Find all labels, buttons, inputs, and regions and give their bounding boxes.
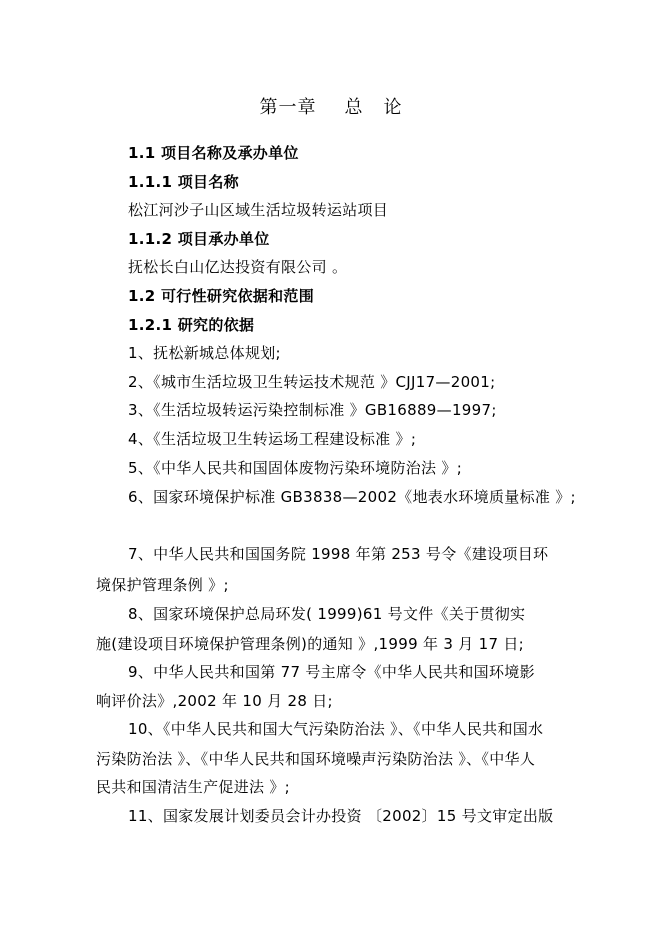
- basis-item-6: 6、国家环境保护标准 GB3838—2002《地表水环境质量标准 》;: [128, 488, 576, 506]
- chapter-title: [0, 96, 662, 120]
- paragraph-9-line-1: 9、中华人民共和国第 77 号主席令《中华人民共和国环境影: [128, 663, 535, 681]
- paragraph-7-line-2: 境保护管理条例 》;: [96, 576, 229, 594]
- paragraph-11-line-1: 11、国家发展计划委员会计办投资 〔2002〕15 号文审定出版: [128, 807, 554, 825]
- basis-item-2: 2、《城市生活垃圾卫生转运技术规范 》CJJ17—2001;: [128, 373, 496, 391]
- section-heading-1-2: 1.2 可行性研究依据和范围: [128, 287, 314, 305]
- project-name-text: 松江河沙子山区域生活垃圾转运站项目: [128, 201, 389, 219]
- paragraph-8-line-2: 施(建设项目环境保护管理条例)的通知 》,1999 年 3 月 17 日;: [96, 635, 525, 653]
- section-heading-1-1-2: 1.1.2 项目承办单位: [128, 230, 270, 248]
- basis-item-4: 4、《生活垃圾卫生转运场工程建设标准 》;: [128, 430, 417, 448]
- chapter-number: 第一章: [259, 97, 317, 118]
- paragraph-7-line-1: 7、中华人民共和国国务院 1998 年第 253 号令《建设项目环: [128, 545, 549, 563]
- paragraph-10-line-1: 10、《中华人民共和国大气污染防治法 》、《中华人民共和国水: [128, 720, 544, 738]
- basis-item-5: 5、《中华人民共和国固体废物污染环境防治法 》;: [128, 459, 463, 477]
- section-heading-1-1-1: 1.1.1 项目名称: [128, 173, 239, 191]
- paragraph-9-line-2: 响评价法》,2002 年 10 月 28 日;: [96, 692, 333, 710]
- paragraph-8-line-1: 8、国家环境保护总局环发( 1999)61 号文件《关于贯彻实: [128, 605, 526, 623]
- section-heading-1-1: 1.1 项目名称及承办单位: [128, 144, 299, 162]
- organizer-text: 抚松长白山亿达投资有限公司 。: [128, 258, 348, 276]
- basis-item-3: 3、《生活垃圾转运污染控制标准 》GB16889—1997;: [128, 401, 497, 419]
- basis-item-1: 1、抚松新城总体规划;: [128, 344, 281, 362]
- paragraph-10-line-3: 民共和国清洁生产促进法 》;: [96, 778, 291, 796]
- section-heading-1-2-1: 1.2.1 研究的依据: [128, 316, 255, 334]
- chapter-word-1: 总: [344, 97, 364, 118]
- paragraph-10-line-2: 污染防治法 》、《中华人民共和国环境噪声污染防治法 》、《中华人: [96, 750, 536, 768]
- chapter-word-2: 论: [383, 97, 403, 118]
